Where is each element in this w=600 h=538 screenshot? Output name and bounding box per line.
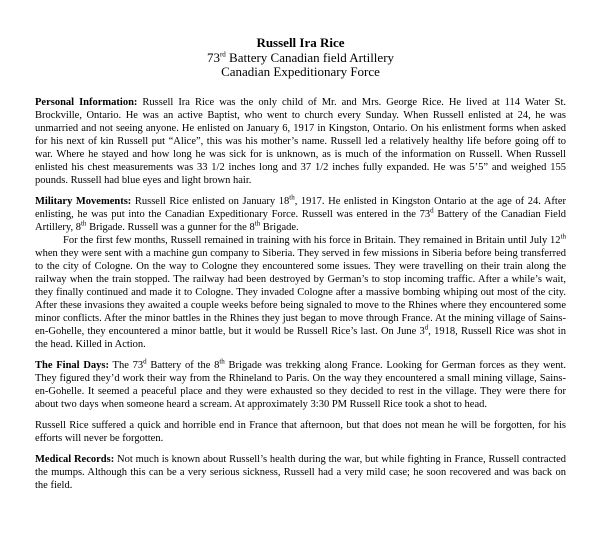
paragraph-military-movements-continued: For the first few months, Russell remained in training with his force in Britain. They remained in Britain until July 12th when they were sent with a machine gun company to Siberia. They served in few missions in Siberia before being transferred to the city of Cologne. On the way to Cologne they encountered some issues. They were travelling on their train along the railway when the train stopped. The railway had been destroyed by German’s to stop incoming traffic. After a while’s wait, they finally continued and made it to Cologne. They invaded Cologne after a massive bombing whiping out most of the city. After these invasions they awaited a couple weeks before being signaled to move to the Rhines where they encountered some minor conflicts. After the minor battles in the Rhines they just began to move through France. At the mining village of Sains-en-Gohelle, they encountered a minor battle, but it would be Russell Rice’s last. On June 3$^d$, 1918, Russell Rice was shot in the head. Killed in Action. <box>35 232 566 350</box>
paragraph-final-days: The Final Days: The 73$^d$ Battery of the 8th Brigade was trekking along France. Looking for German forces as they went. They figured they’d work their way from the Rhineland to Paris. On the way they encountered a small mining village, Sains-en-Gohelle. It seemed a peaceful place and they were exhausted so they decided to rest in the village. They were there for about two days when someone heard a scream. At approximately 3:30 PM Russell Rice took a shot to head. <box>35 357 566 410</box>
paragraph-medical-records: Medical Records: Not much is known about Russell’s health during the war, but while fighting in France, Russell contracted the mumps. Although this can be a very serious sickness, Russell had a very mild case; he soon recovered and was back on the field. <box>35 453 566 491</box>
paragraph-personal-information: Personal Information: Russell Ira Rice was the only child of Mr. and Mrs. George Rice. He lived at 114 Water St. Brockville, Ontario. He was an active Baptist, who went to church every Sunday. When Russell enlisted at 24, he was unmarried and not seeing anyone. He enlisted on January 6, 1917 in Kingston, Ontario. On his enlistment forms when asked for his next of kin Russell put “Alice”, this was his mother’s name. Russell led a relatively healthy life before going off to war. Where he stayed and how long he was sick for is unknown, as is much of the information on Russell. When Russell enlisted his chest measurements was 33 1/2 inches long and 37 1/2 inches fully expanded. He was 5’5” and weighed 155 pounds. Russell had blue eyes and light brown hair. <box>35 96 566 186</box>
document-title-block <box>35 36 566 80</box>
document-subtitle-battery: 73rd Battery Canadian field Artillery <box>206 49 395 65</box>
document-body <box>35 96 566 492</box>
paragraph-conclusion: Russell Rice suffered a quick and horrible end in France that afternoon, but that does not mean he will be forgotten, for his efforts will never be forgotten. <box>35 419 566 444</box>
document-subtitle-force: Canadian Expeditionary Force <box>221 64 380 79</box>
paragraph-military-movements: Military Movements: Russell Rice enlisted on January 18th, 1917. He enlisted in Kingston Ontario at the age of 24. After enlisting, he was put into the Canadian Expeditionary Force. Russell was entered in the 73$^d$ Battery of the Canadian Field Artillery, 8th Brigade. Russell was a gunner for the 8th Brigade. <box>35 193 567 233</box>
document-title: Russell Ira Rice <box>256 35 345 50</box>
